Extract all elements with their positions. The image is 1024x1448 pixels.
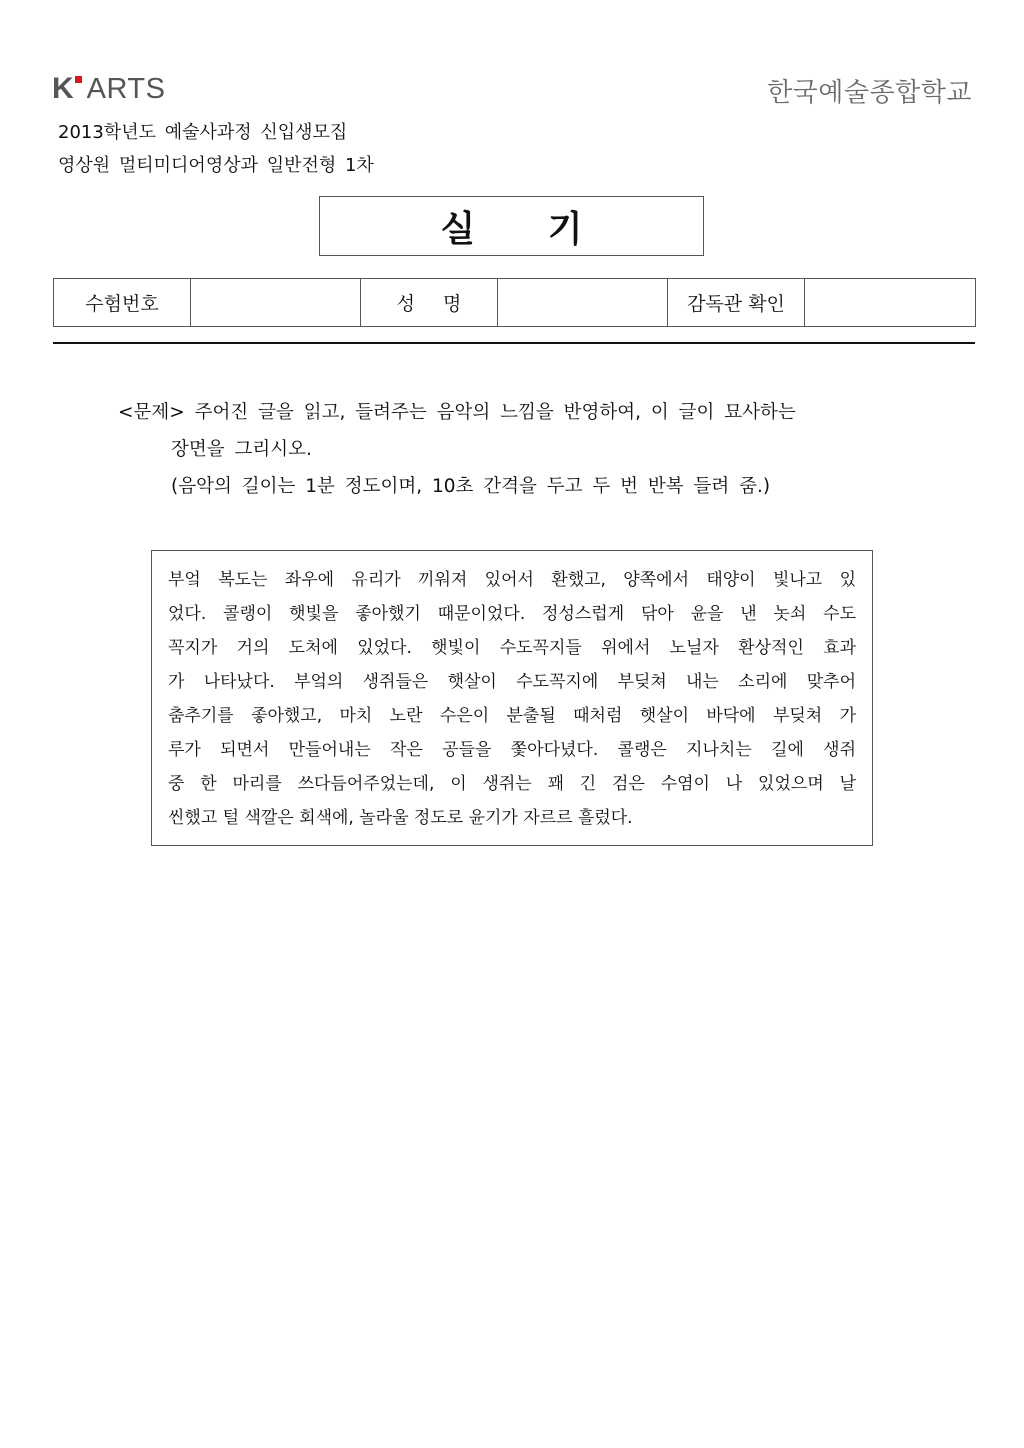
passage-line: 었다. 콜랭이 햇빛을 좋아했기 때문이었다. 정성스럽게 닦아 윤을 낸 놋쇠 수도 bbox=[168, 604, 856, 624]
title-box bbox=[319, 196, 704, 256]
proctor-field[interactable] bbox=[805, 279, 976, 327]
question-line-3: (음악의 길이는 1분 정도이며, 10초 간격을 두고 두 번 반복 들려 줌.) bbox=[171, 476, 771, 497]
kart-logo bbox=[52, 74, 166, 104]
name-field[interactable] bbox=[498, 279, 668, 327]
logo-k: K bbox=[52, 72, 74, 105]
passage-line: 씬했고 털 색깔은 회색에, 놀라울 정도로 윤기가 자르르 흘렀다. bbox=[168, 808, 633, 828]
passage-line: 부엌 복도는 좌우에 유리가 끼워져 있어서 환했고, 양쪽에서 태양이 빛나고 있 bbox=[168, 570, 856, 590]
divider bbox=[53, 342, 975, 344]
exam-year-line: 2013학년도 예술사과정 신입생모집 bbox=[58, 122, 348, 143]
passage-box bbox=[151, 550, 873, 846]
exam-department-line: 영상원 멀티미디어영상과 일반전형 1차 bbox=[58, 155, 374, 176]
logo-red-square bbox=[75, 76, 82, 83]
question-line-2: 장면을 그리시오. bbox=[171, 439, 312, 460]
question-block bbox=[118, 394, 908, 505]
candidate-info-table bbox=[53, 278, 976, 327]
passage-line: 가 나타났다. 부엌의 생쥐들은 햇살이 수도꼭지에 부딪쳐 내는 소리에 맞추어 bbox=[168, 672, 856, 692]
proctor-label: 감독관 확인 bbox=[668, 279, 805, 327]
name-label: 성 명 bbox=[361, 279, 498, 327]
logo-text: ARTS bbox=[86, 73, 166, 105]
exam-number-field[interactable] bbox=[191, 279, 361, 327]
passage-line: 꼭지가 거의 도처에 있었다. 햇빛이 수도꼭지들 위에서 노닐자 환상적인 효과 bbox=[168, 638, 856, 658]
passage-line: 중 한 마리를 쓰다듬어주었는데, 이 생쥐는 꽤 긴 검은 수염이 나 있었으며 날 bbox=[168, 774, 856, 794]
passage-line: 춤추기를 좋아했고, 마치 노란 수은이 분출될 때처럼 햇살이 바닥에 부딪쳐 가 bbox=[168, 706, 856, 726]
passage-line: 루가 되면서 만들어내는 작은 공들을 쫓아다녔다. 콜랭은 지나치는 길에 생쥐 bbox=[168, 740, 856, 760]
page-title: 실 기 bbox=[440, 208, 583, 250]
exam-number-label: 수험번호 bbox=[54, 279, 191, 327]
school-name: 한국예술종합학교 bbox=[767, 78, 972, 108]
question-line-1: <문제> 주어진 글을 읽고, 들려주는 음악의 느낌을 반영하여, 이 글이 묘사하는 bbox=[118, 402, 796, 423]
